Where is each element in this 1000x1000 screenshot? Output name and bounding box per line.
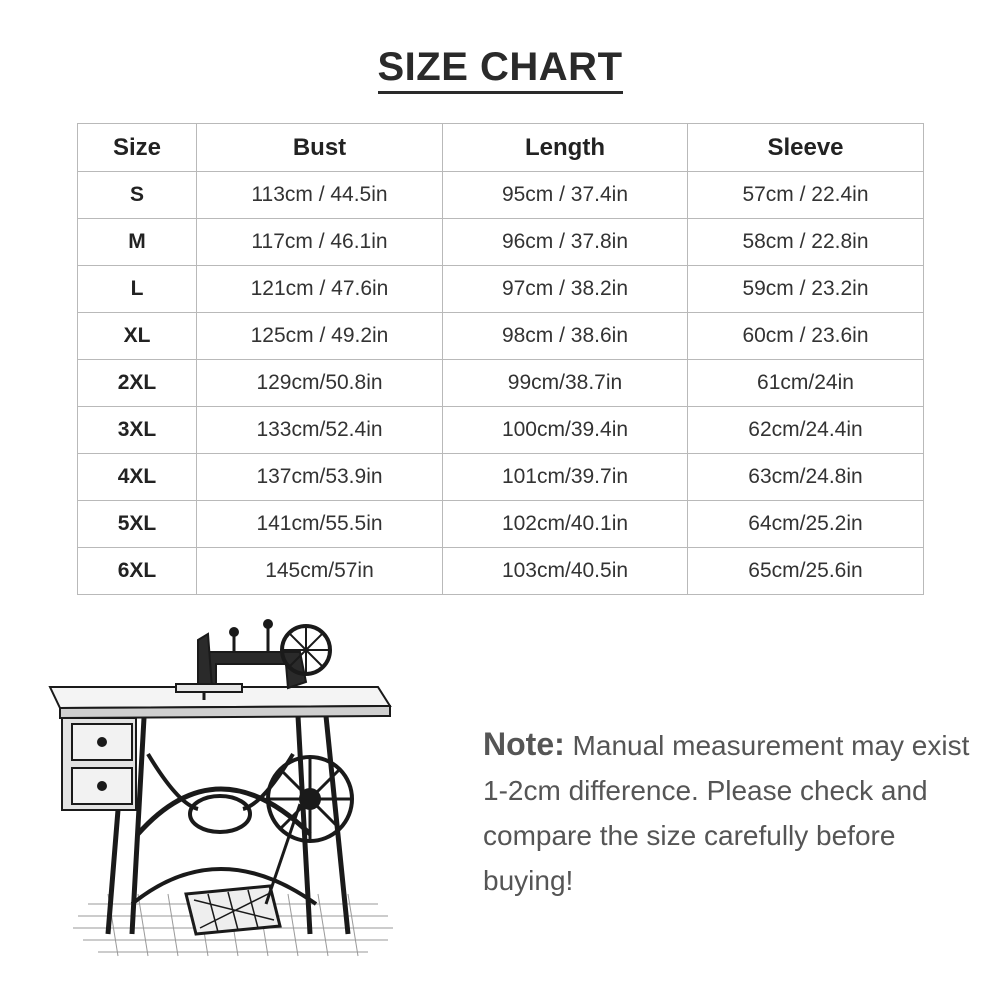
sleeve-cell: 58cm / 22.8in	[688, 219, 924, 266]
note-block	[483, 722, 973, 903]
size-cell: 5XL	[78, 501, 197, 548]
sewing-machine-illustration	[48, 604, 398, 964]
size-cell: 2XL	[78, 360, 197, 407]
size-cell: 4XL	[78, 454, 197, 501]
title-text: SIZE CHART	[378, 44, 623, 94]
length-cell: 97cm / 38.2in	[443, 266, 688, 313]
bust-cell: 145cm/57in	[197, 548, 443, 595]
sleeve-cell: 64cm/25.2in	[688, 501, 924, 548]
table-row	[78, 313, 924, 360]
sleeve-cell: 59cm / 23.2in	[688, 266, 924, 313]
size-cell: XL	[78, 313, 197, 360]
size-chart-title	[0, 44, 1000, 94]
table-row	[78, 407, 924, 454]
note-label: Note:	[483, 726, 565, 762]
table-row	[78, 266, 924, 313]
table-row	[78, 454, 924, 501]
length-cell: 103cm/40.5in	[443, 548, 688, 595]
bust-cell: 141cm/55.5in	[197, 501, 443, 548]
sewing-machine-icon	[48, 604, 398, 964]
size-cell: S	[78, 172, 197, 219]
sleeve-cell: 61cm/24in	[688, 360, 924, 407]
table-row	[78, 360, 924, 407]
header-length: Length	[443, 124, 688, 172]
sleeve-cell: 60cm / 23.6in	[688, 313, 924, 360]
sleeve-cell: 62cm/24.4in	[688, 407, 924, 454]
bust-cell: 129cm/50.8in	[197, 360, 443, 407]
header-size: Size	[78, 124, 197, 172]
note-text: Manual measurement may exist 1-2cm difference. Please check and compare the size carefully before buying!	[483, 730, 970, 896]
bust-cell: 117cm / 46.1in	[197, 219, 443, 266]
header-sleeve: Sleeve	[688, 124, 924, 172]
size-cell: M	[78, 219, 197, 266]
length-cell: 100cm/39.4in	[443, 407, 688, 454]
length-cell: 95cm / 37.4in	[443, 172, 688, 219]
sleeve-cell: 65cm/25.6in	[688, 548, 924, 595]
length-cell: 96cm / 37.8in	[443, 219, 688, 266]
table-row	[78, 548, 924, 595]
table-row	[78, 172, 924, 219]
length-cell: 98cm / 38.6in	[443, 313, 688, 360]
table-row	[78, 501, 924, 548]
size-table	[77, 123, 924, 595]
length-cell: 102cm/40.1in	[443, 501, 688, 548]
header-bust: Bust	[197, 124, 443, 172]
bust-cell: 125cm / 49.2in	[197, 313, 443, 360]
table-row	[78, 219, 924, 266]
sleeve-cell: 63cm/24.8in	[688, 454, 924, 501]
length-cell: 101cm/39.7in	[443, 454, 688, 501]
bust-cell: 133cm/52.4in	[197, 407, 443, 454]
table-header-row	[78, 124, 924, 172]
sleeve-cell: 57cm / 22.4in	[688, 172, 924, 219]
size-cell: L	[78, 266, 197, 313]
bust-cell: 137cm/53.9in	[197, 454, 443, 501]
length-cell: 99cm/38.7in	[443, 360, 688, 407]
size-cell: 3XL	[78, 407, 197, 454]
bust-cell: 121cm / 47.6in	[197, 266, 443, 313]
size-cell: 6XL	[78, 548, 197, 595]
bust-cell: 113cm / 44.5in	[197, 172, 443, 219]
